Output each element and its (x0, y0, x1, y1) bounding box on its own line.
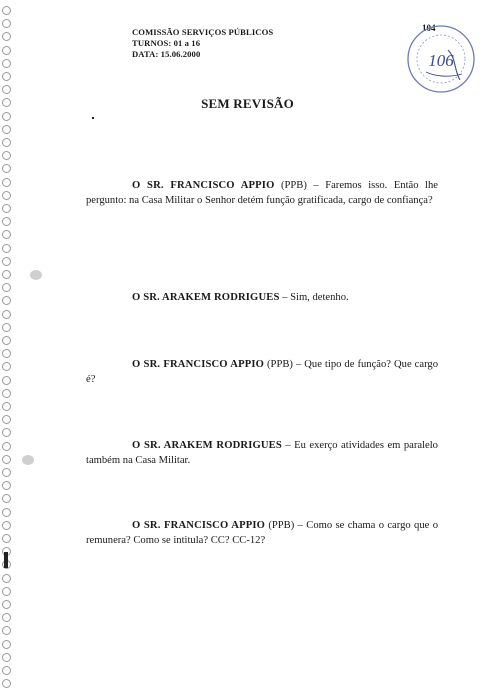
speaker-name: O SR. FRANCISCO APPIO (132, 180, 275, 191)
transcript-paragraph (86, 518, 438, 548)
binder-hole (2, 626, 11, 635)
binder-hole (2, 402, 11, 411)
binder-hole (2, 59, 11, 68)
smudge-mark (22, 455, 34, 465)
binder-hole (2, 85, 11, 94)
binder-hole (2, 534, 11, 543)
binder-hole (2, 151, 11, 160)
speaker-name: O SR. FRANCISCO APPIO (132, 359, 264, 370)
binder-hole (2, 666, 11, 675)
binder-hole (2, 204, 11, 213)
binder-hole (2, 640, 11, 649)
transcript-paragraph (86, 290, 438, 305)
binder-hole (2, 349, 11, 358)
binder-hole (2, 310, 11, 319)
smudge-mark (30, 270, 42, 280)
binder-hole (2, 508, 11, 517)
binder-hole (2, 323, 11, 332)
speech-text: – Sim, detenho. (279, 292, 349, 303)
edge-mark (4, 552, 8, 568)
binder-hole (2, 19, 11, 28)
binder-hole (2, 6, 11, 15)
document-header (132, 27, 273, 60)
binder-hole (2, 191, 11, 200)
binder-hole (2, 112, 11, 121)
document-title: SEM REVISÃO (201, 96, 294, 111)
speech-text: (PPB) – Como se chama o cargo que o remunera? Como se intitula? CC? CC-12? (86, 520, 438, 546)
speech-text: – Eu exerço atividades em paralelo também na Casa Militar. (86, 440, 438, 466)
binder-hole (2, 283, 11, 292)
stamp-number: 106 (428, 51, 454, 70)
binder-hole (2, 32, 11, 41)
binder-hole (2, 336, 11, 345)
transcript-paragraph (86, 438, 438, 468)
binder-hole (2, 574, 11, 583)
speech-text: (PPB) – Que tipo de função? Que cargo é? (86, 359, 439, 385)
transcript-paragraph (86, 357, 438, 387)
binder-hole (2, 178, 11, 187)
binder-hole (2, 362, 11, 371)
header-shifts: TURNOS: 01 a 16 (132, 38, 201, 48)
speaker-name: O SR. ARAKEM RODRIGUES (132, 440, 282, 451)
binder-hole (2, 164, 11, 173)
speech-text: (PPB) – Faremos isso. Então lhe pergunto: na Casa Militar o Senhor detém função gratificada, cargo de confiança? (86, 180, 438, 206)
binder-hole (2, 389, 11, 398)
binder-hole (2, 270, 11, 279)
binder-hole (2, 428, 11, 437)
binder-hole (2, 376, 11, 385)
page-number: 104 (422, 23, 436, 33)
binder-hole (2, 138, 11, 147)
speck-mark (92, 117, 94, 119)
binder-hole (2, 653, 11, 662)
binder-hole (2, 494, 11, 503)
header-date: DATA: 15.06.2000 (132, 49, 201, 59)
transcript-paragraph (86, 178, 438, 208)
binder-hole (2, 679, 11, 688)
binder-hole (2, 296, 11, 305)
binder-hole (2, 46, 11, 55)
binder-hole (2, 521, 11, 530)
header-commission: COMISSÃO SERVIÇOS PÚBLICOS (132, 27, 274, 37)
binder-hole (2, 415, 11, 424)
binder-hole (2, 230, 11, 239)
binder-hole (2, 442, 11, 451)
binder-hole (2, 481, 11, 490)
binder-hole (2, 468, 11, 477)
binder-hole (2, 600, 11, 609)
binder-hole (2, 125, 11, 134)
binder-hole (2, 72, 11, 81)
speaker-name: O SR. FRANCISCO APPIO (132, 520, 265, 531)
seal-stamp-icon (404, 22, 478, 96)
binder-hole (2, 244, 11, 253)
speaker-name: O SR. ARAKEM RODRIGUES (132, 292, 280, 303)
binder-hole (2, 217, 11, 226)
binder-hole (2, 455, 11, 464)
binder-hole (2, 613, 11, 622)
binder-hole (2, 587, 11, 596)
binder-hole (2, 257, 11, 266)
